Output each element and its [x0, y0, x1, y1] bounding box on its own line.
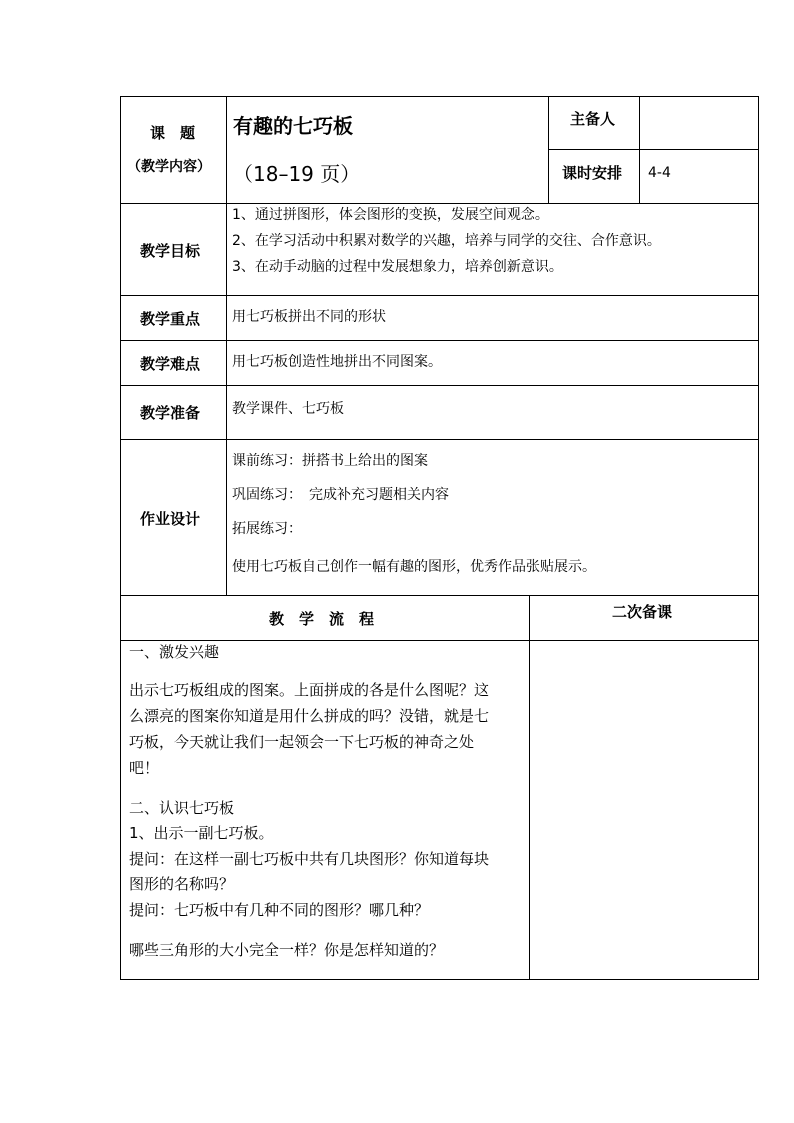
- process-line: 哪些三角形的大小完全一样？你是怎样知道的？: [129, 941, 445, 959]
- objective-item: 2、在学习活动中积累对数学的兴趣，培养与同学的交往、合作意识。: [232, 233, 661, 249]
- process-line: 图形的名称吗？: [129, 875, 235, 893]
- difficulties-label: 教学难点: [140, 355, 201, 373]
- table-col-divider: [226, 96, 227, 595]
- lesson-title: 有趣的七巧板: [233, 114, 353, 138]
- section-title: 一、激发兴趣: [129, 643, 220, 661]
- table-rule: [120, 385, 759, 386]
- table-col-divider: [548, 96, 549, 203]
- table-rule: [120, 439, 759, 440]
- topic-label: 课 题: [150, 124, 196, 142]
- homework-line: 使用七巧板自己创作一幅有趣的图形，优秀作品张贴展示。: [232, 559, 596, 575]
- key-points-value: 用七巧板拼出不同的形状: [232, 309, 386, 325]
- second-prep-heading: 二次备课: [612, 603, 673, 621]
- table-border-left: [120, 96, 121, 980]
- schedule-label: 课时安排: [562, 164, 623, 182]
- process-line: 出示七巧板组成的图案。上面拼成的各是什么图呢？这: [129, 681, 490, 699]
- table-rule: [120, 295, 759, 296]
- table-border-right: [758, 96, 759, 980]
- homework-line: 课前练习：拼搭书上给出的图案: [232, 453, 428, 469]
- objective-item: 1、通过拼图形，体会图形的变换，发展空间观念。: [232, 207, 549, 223]
- process-line: 巧板，今天就让我们一起领会一下七巧板的神奇之处: [129, 733, 475, 751]
- process-line: 提问：在这样一副七巧板中共有几块图形？你知道每块: [129, 850, 490, 868]
- homework-line: 巩固练习： 完成补充习题相关内容: [232, 487, 449, 503]
- lesson-pages: （18–19 页）: [233, 162, 361, 186]
- table-rule: [120, 595, 759, 596]
- preparer-label: 主备人: [570, 110, 616, 128]
- process-heading: 教 学 流 程: [269, 610, 375, 628]
- table-border-bottom: [120, 979, 759, 980]
- homework-line: 拓展练习：: [232, 521, 302, 537]
- topic-sub-label: （教学内容）: [127, 159, 211, 175]
- table-rule: [120, 203, 759, 204]
- table-rule: [120, 340, 759, 341]
- preparation-label: 教学准备: [140, 404, 201, 422]
- process-line: 提问：七巧板中有几种不同的图形？哪几种？: [129, 901, 430, 919]
- table-border-top: [120, 96, 759, 97]
- key-points-label: 教学重点: [140, 310, 201, 328]
- table-col-divider: [529, 595, 530, 980]
- schedule-value: 4-4: [648, 165, 671, 181]
- process-line: 吧！: [129, 759, 160, 777]
- section-title: 二、认识七巧板: [129, 799, 235, 817]
- objectives-label: 教学目标: [140, 242, 201, 260]
- table-rule: [548, 149, 759, 150]
- process-line: 么漂亮的图案你知道是用什么拼成的吗？没错，就是七: [129, 707, 490, 725]
- table-col-divider: [639, 96, 640, 203]
- homework-label: 作业设计: [140, 510, 201, 528]
- objective-item: 3、在动手动脑的过程中发展想象力，培养创新意识。: [232, 259, 563, 275]
- preparation-value: 教学课件、七巧板: [232, 401, 344, 417]
- difficulties-value: 用七巧板创造性地拼出不同图案。: [232, 354, 442, 370]
- process-line: 1、出示一副七巧板。: [129, 824, 274, 842]
